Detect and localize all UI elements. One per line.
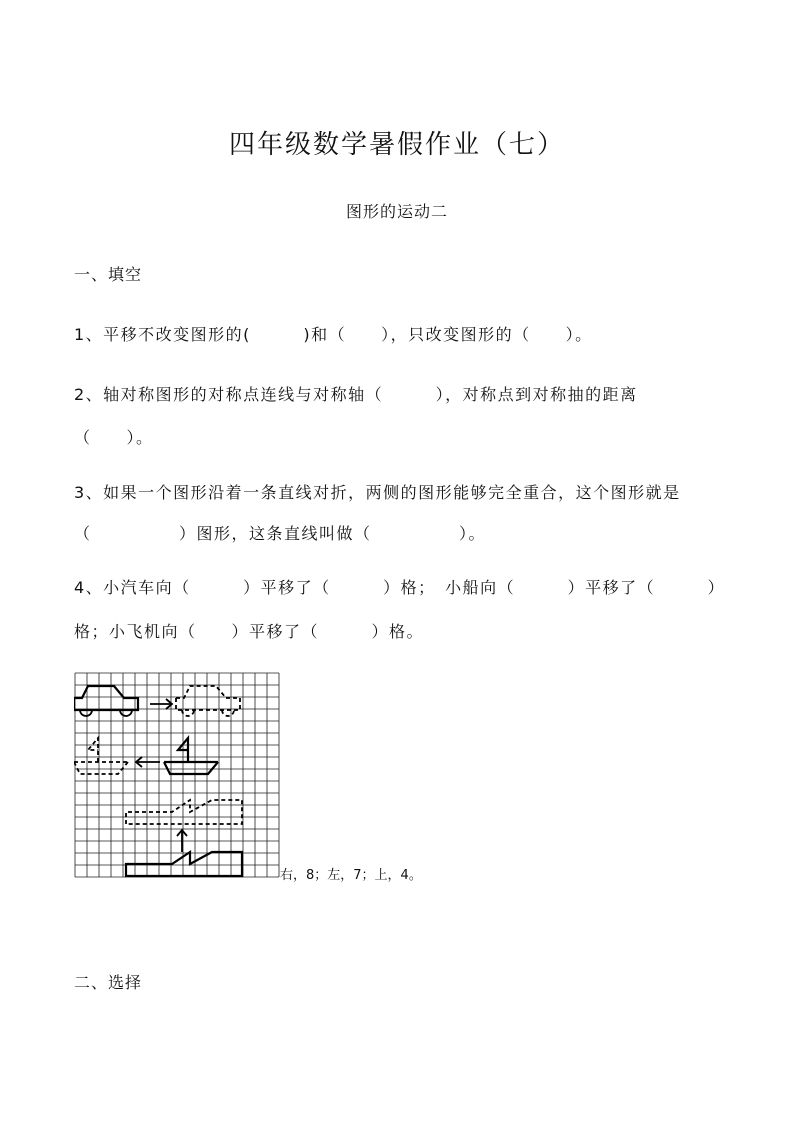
translation-grid-figure: [74, 672, 280, 878]
question-2-line-2: （ ）。: [74, 428, 154, 447]
plane-original: [126, 852, 242, 876]
page-title: 四年级数学暑假作业（七）: [228, 130, 565, 160]
car-translated: [176, 686, 240, 716]
arrow-right-icon: [150, 699, 172, 709]
question-4-line-2: 格；小飞机向（ ）平移了（ ）格。: [74, 622, 425, 641]
question-3-line-2: （ ）图形，这条直线叫做（ ）。: [74, 524, 487, 543]
page-subtitle: 图形的运动二: [345, 202, 448, 221]
arrow-left-icon: [136, 757, 160, 767]
answer-key: 右，8；左，7；上，4。: [280, 868, 422, 883]
plane-translated: [126, 800, 242, 824]
question-3-line-1: 3、如果一个图形沿着一条直线对折，两侧的图形能够完全重合，这个图形就是: [74, 483, 681, 502]
boat-translated: [74, 738, 128, 774]
section-heading-fill-blanks: 一、填空: [74, 265, 143, 284]
question-4-line-1: 4、小汽车向（ ）平移了（ ）格； 小船向（ ）平移了（ ）: [74, 578, 726, 597]
boat-original: [164, 738, 218, 774]
question-1: 1、平移不改变图形的( )和（ ），只改变图形的（ ）。: [74, 325, 593, 344]
car-original: [74, 686, 138, 716]
question-2-line-1: 2、轴对称图形的对称点连线与对称轴（ ），对称点到对称抽的距离: [74, 385, 638, 404]
section-heading-multiple-choice: 二、选择: [74, 973, 143, 992]
